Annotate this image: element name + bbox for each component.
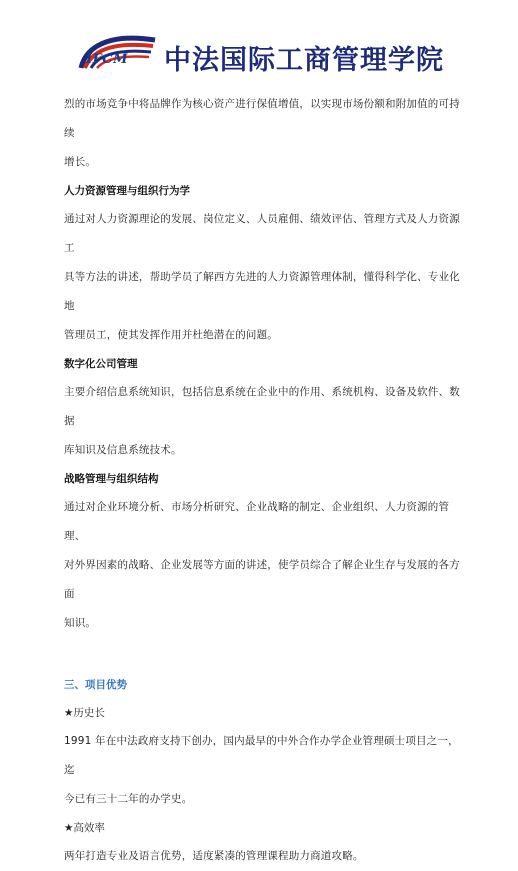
course-title: 人力资源管理与组织行为学 xyxy=(64,185,190,197)
advantage-label: ★历史长 xyxy=(64,707,105,719)
section-heading: 三、项目优势 xyxy=(64,679,127,691)
advantage-label: ★高效率 xyxy=(64,822,105,834)
logo-text: IFCM xyxy=(86,52,129,67)
text-line: 通过对人力资源理论的发展、岗位定义、人员雇佣、绩效评估、管理方式及人力资源工 xyxy=(64,213,460,254)
text-line: 今已有三十二年的办学史。 xyxy=(64,793,193,805)
text-line: 通过对企业环境分析、市场分析研究、企业战略的制定、企业组织、人力资源的管理、 xyxy=(64,501,450,542)
page-header xyxy=(0,0,518,84)
document-body xyxy=(64,90,460,871)
text-line: 烈的市场竞争中将品牌作为核心资产进行保值增值，以实现市场份额和附加值的可持续 xyxy=(64,98,460,139)
text-line: 对外界因素的战略、企业发展等方面的讲述，使学员综合了解企业生存与发展的各方面 xyxy=(64,559,460,600)
text-line: 主要介绍信息系统知识，包括信息系统在企业中的作用、系统机构、设备及软件、数据 xyxy=(64,386,460,427)
course-title: 战略管理与组织结构 xyxy=(64,473,159,485)
advantage-history xyxy=(64,699,460,814)
text-line: 增长。 xyxy=(64,156,97,168)
text-line: 知识。 xyxy=(64,617,97,629)
text-line: 库知识及信息系统技术。 xyxy=(64,444,182,456)
course-title: 数字化公司管理 xyxy=(64,358,138,370)
text-line: 管理员工，使其发挥作用并杜绝潜在的问题。 xyxy=(64,329,278,341)
text-line: 两年打造专业及语言优势，适度紧凑的管理课程助力商道攻略。 xyxy=(64,850,364,862)
course-hr xyxy=(64,177,460,350)
advantage-efficiency xyxy=(64,814,460,871)
course-digital xyxy=(64,350,460,465)
intro-paragraph xyxy=(64,90,460,177)
text-line: 1991 年在中法政府支持下创办，国内最早的中外合作办学企业管理硕士项目之一，迄 xyxy=(64,735,459,776)
course-strategy xyxy=(64,465,460,638)
page-title: 中法国际工商管理学院 xyxy=(164,45,444,76)
text-line: 具等方法的讲述，帮助学员了解西方先进的人力资源管理体制，懂得科学化、专业化地 xyxy=(64,271,460,312)
